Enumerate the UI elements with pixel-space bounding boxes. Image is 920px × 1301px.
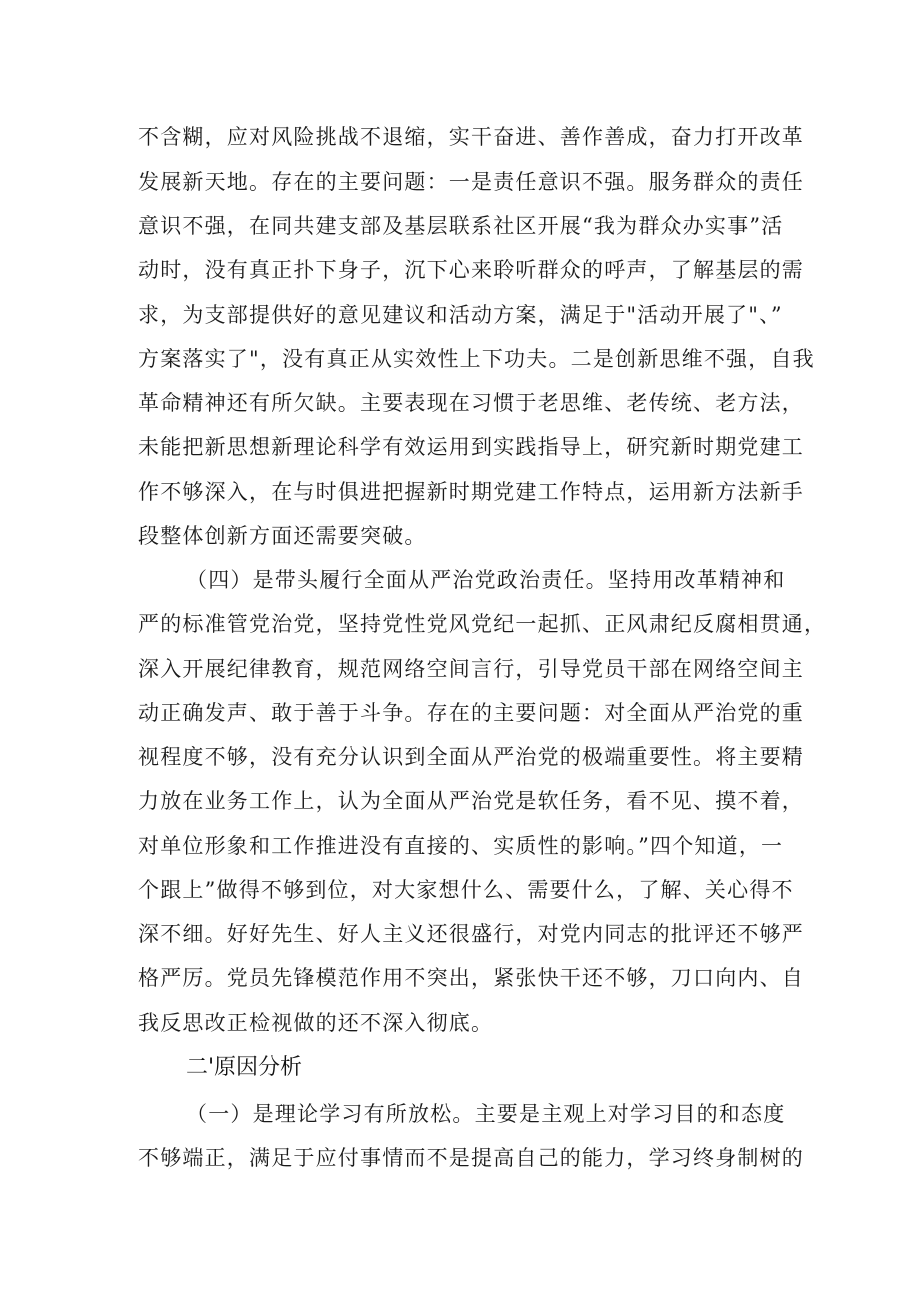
section-heading: 二'原因分析 (186, 1055, 303, 1080)
text-line-12: 严的标准管党治党，坚持党性党风党纪一起抓、正风肃纪反腐相贯通， (138, 612, 827, 636)
text-line-9: 作不够深入，在与时俱进把握新时期党建工作特点，运用新方法新手 (138, 480, 804, 504)
text-line-13: 深入开展纪律教育，规范网络空间言行，引导党员干部在网络空间主 (138, 657, 804, 681)
text-line-6: 方案落实了"，没有真正从实效性上下功夫。二是创新思维不强，自我 (138, 347, 815, 371)
text-line-3: 意识不强，在同共建支部及基层联系社区开展“我为群众办实事”活 (138, 214, 784, 238)
text-line-19: 深不细。好好先生、好人主义还很盛行，对党内同志的批评还不够严 (138, 922, 804, 946)
text-line-8: 未能把新思想新理论科学有效运用到实践指导上，研究新时期党建工 (138, 435, 804, 459)
text-line-15: 视程度不够，没有充分认识到全面从严治党的极端重要性。将主要精 (138, 745, 804, 769)
text-line-18: 个跟上”做得不够到位，对大家想什么、需要什么，了解、关心得不 (138, 878, 794, 902)
text-line-20: 格严厉。党员先锋模范作用不突出，紧张快干还不够，刀口向内、自 (138, 966, 804, 990)
text-line-14: 动正确发声、敢于善于斗争。存在的主要问题：对全面从严治党的重 (138, 701, 804, 725)
text-line-11: （四）是带头履行全面从严治党政治责任。坚持用改革精神和 (186, 568, 786, 592)
text-line-10: 段整体创新方面还需要突破。 (138, 524, 427, 548)
text-line-21: 我反思改正检视做的还不深入彻底。 (138, 1011, 494, 1035)
text-line-16: 力放在业务工作上，认为全面从严治党是软任务，看不见、摸不着， (138, 789, 804, 813)
text-line-22: （一）是理论学习有所放松。主要是主观上对学习目的和态度 (186, 1102, 786, 1126)
text-line-17: 对单位形象和工作推进没有直接的、实质性的影响。”四个知道，一 (138, 834, 784, 858)
text-line-5: 求，为支部提供好的意见建议和活动方案，满足于"活动开展了"、” (138, 303, 783, 327)
text-line-1: 不含糊，应对风险挑战不退缩，实干奋进、善作善成，奋力打开改革 (138, 125, 804, 149)
text-line-7: 革命精神还有所欠缺。主要表现在习惯于老思维、老传统、老方法， (138, 391, 804, 415)
text-line-23: 不够端正，满足于应付事情而不是提高自己的能力，学习终身制树的 (138, 1146, 804, 1170)
text-line-2: 发展新天地。存在的主要问题：一是责任意识不强。服务群众的责任 (138, 170, 804, 194)
text-line-4: 动时，没有真正扑下身子，沉下心来聆听群众的呼声，了解基层的需 (138, 258, 804, 282)
